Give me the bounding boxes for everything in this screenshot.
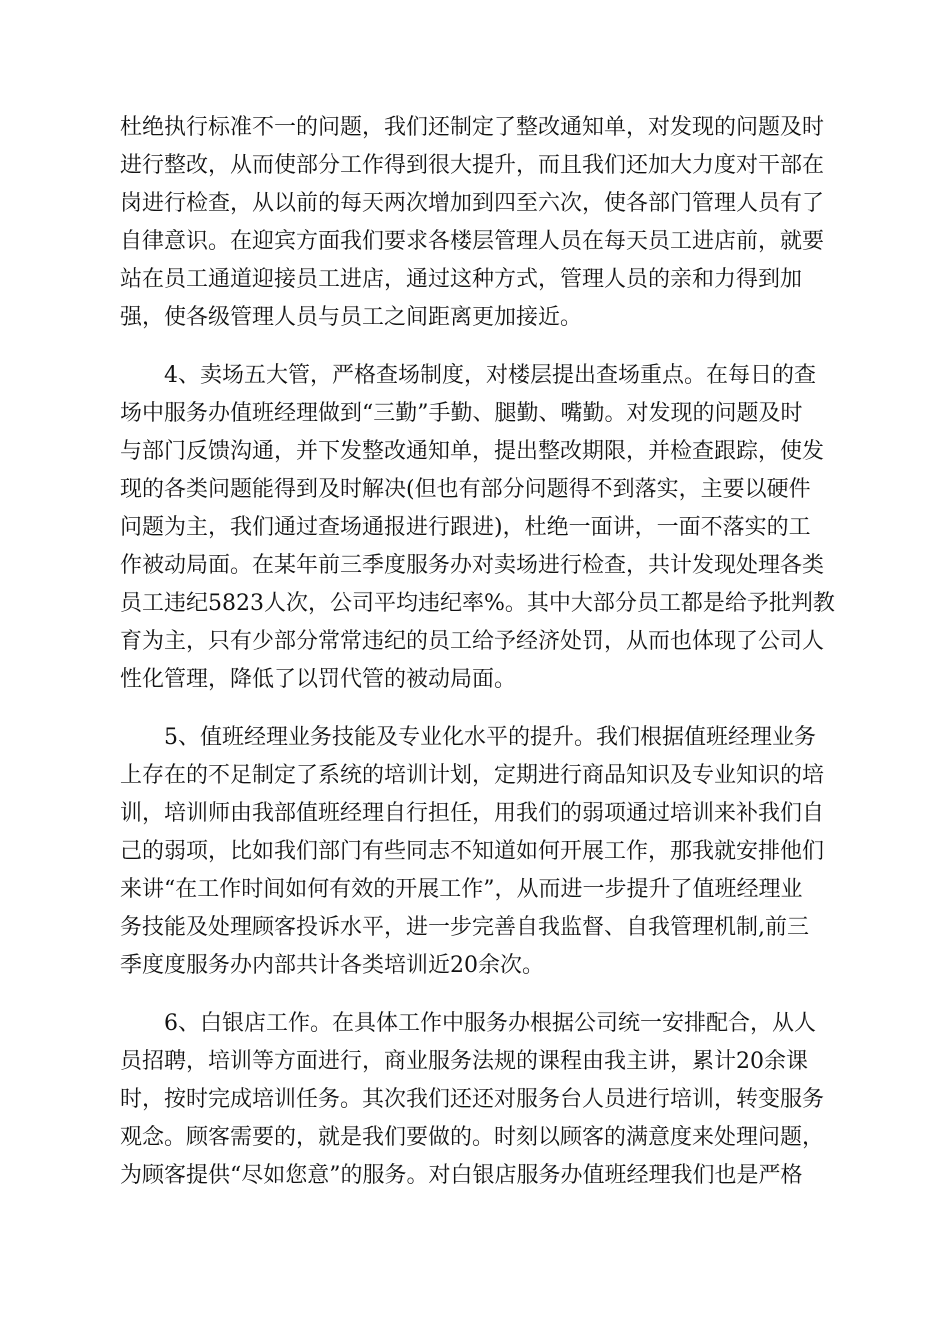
text-line: 季度度服务办内部共计各类培训近20余次。 <box>120 953 544 978</box>
text-line: 进行整改，从而使部分工作得到很大提升，而且我们还加大力度对干部在 <box>120 153 825 178</box>
text-line: 性化管理，降低了以罚代管的被动局面。 <box>120 667 517 692</box>
text-line: 自律意识。在迎宾方面我们要求各楼层管理人员在每天员工进店前，就要 <box>120 229 825 254</box>
paragraph-1 <box>120 109 830 337</box>
text-line: 上存在的不足制定了系统的培训计划，定期进行商品知识及专业知识的培 <box>120 763 825 788</box>
text-line: 6、白银店工作。在具体工作中服务办根据公司统一安排配合，从人 <box>164 1011 816 1036</box>
text-line: 时，按时完成培训任务。其次我们还还对服务台人员进行培训，转变服务 <box>120 1087 825 1112</box>
paragraph-3 <box>120 719 830 985</box>
text-line: 育为主，只有少部分常常违纪的员工给予经济处罚，从而也体现了公司人 <box>120 629 825 654</box>
text-line: 杜绝执行标准不一的问题，我们还制定了整改通知单，对发现的问题及时 <box>120 115 825 140</box>
text-line: 问题为主，我们通过查场通报进行跟进)，杜绝一面讲，一面不落实的工 <box>120 515 811 540</box>
text-line: 5、值班经理业务技能及专业化水平的提升。我们根据值班经理业务 <box>164 725 816 750</box>
text-line: 观念。顾客需要的，就是我们要做的。时刻以顾客的满意度来处理问题， <box>120 1125 825 1150</box>
text-line: 务技能及处理顾客投诉水平，进一步完善自我监督、自我管理机制,前三 <box>120 915 809 940</box>
text-line: 现的各类问题能得到及时解决(但也有部分问题得不到落实，主要以硬件 <box>120 477 811 502</box>
text-line: 与部门反馈沟通，并下发整改通知单，提出整改期限，并检查跟踪，使发 <box>120 439 825 464</box>
text-line: 己的弱项，比如我们部门有些同志不知道如何开展工作，那我就安排他们 <box>120 839 825 864</box>
text-line: 岗进行检查，从以前的每天两次增加到四至六次，使各部门管理人员有了 <box>120 191 825 216</box>
text-line: 训，培训师由我部值班经理自行担任，用我们的弱项通过培训来补我们自 <box>120 801 825 826</box>
text-line: 员招聘，培训等方面进行，商业服务法规的课程由我主讲，累计20余课 <box>120 1049 808 1074</box>
text-line: 作被动局面。在某年前三季度服务办对卖场进行检查，共计发现处理各类 <box>120 553 825 578</box>
text-line: 强，使各级管理人员与员工之间距离更加接近。 <box>120 305 583 330</box>
text-line: 场中服务办值班经理做到“三勤”手勤、腿勤、嘴勤。对发现的问题及时 <box>120 401 803 426</box>
paragraph-2 <box>120 357 835 699</box>
text-line: 为顾客提供“尽如您意”的服务。对白银店服务办值班经理我们也是严格 <box>120 1163 803 1188</box>
text-line: 4、卖场五大管，严格查场制度，对楼层提出查场重点。在每日的查 <box>164 363 816 388</box>
text-line: 站在员工通道迎接员工进店，通过这种方式，管理人员的亲和力得到加 <box>120 267 803 292</box>
text-line: 来讲“在工作时间如何有效的开展工作”，从而进一步提升了值班经理业 <box>120 877 803 902</box>
text-line: 员工违纪5823人次，公司平均违纪率%。其中大部分员工都是给予批判教 <box>120 591 835 616</box>
paragraph-4 <box>120 1005 830 1195</box>
document-body <box>120 109 835 1195</box>
